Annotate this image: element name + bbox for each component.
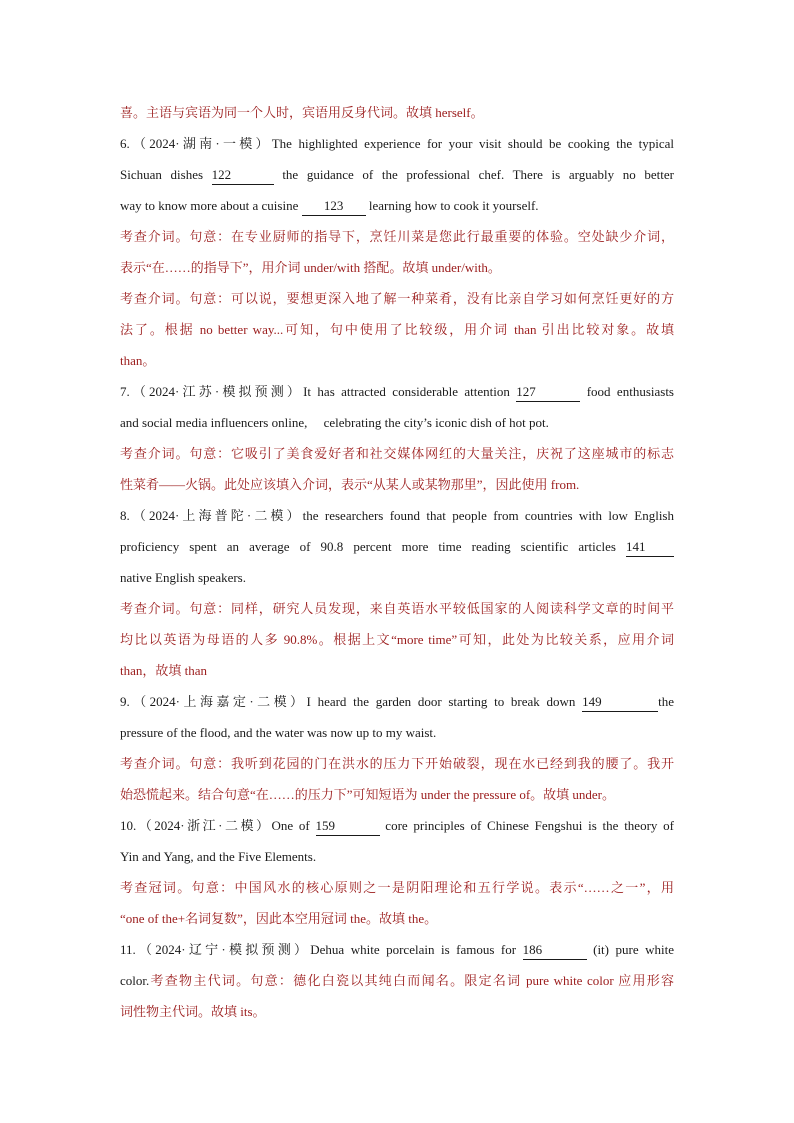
answer-blank-141[interactable]: 141 [626, 538, 674, 557]
explanation-11-text: 考查物主代词。句意：德化白瓷以其纯白而闻名。限定名词 pure white color 应用形容 [149, 973, 674, 988]
question-7-line-1: 7.（2024·江苏·模拟预测）It has attracted considerable attention 127 food enthusiasts [120, 376, 674, 407]
question-6-line-1: 6.（2024·湖南·一模）The highlighted experience for your visit should be cooking the typical [120, 136, 674, 151]
answer-blank-127[interactable]: 127 [516, 383, 580, 402]
explanation-10-line-2: “one of the+名词复数”，因此本空用冠词 the。故填 the。 [120, 911, 438, 926]
explanation-8-line-1: 考查介词。句意：同样，研究人员发现，来自英语水平较低国家的人阅读科学文章的时间平 [120, 601, 674, 616]
answer-blank-159[interactable]: 159 [316, 817, 380, 836]
explanation-6-a-line-1: 考查介词。句意：在专业厨师的指导下，烹饪川菜是您此行最重要的体验。空处缺少介词， [120, 229, 674, 244]
explanation-8-line-2: 均比以英语为母语的人多 90.8%。根据上文“more time”可知，此处为比较关系，应用介词 [120, 632, 674, 647]
answer-blank-123[interactable]: 123 [302, 197, 366, 216]
question-9-line-1: 9.（2024·上海嘉定·二模）I heard the garden door starting to break down 149 the [120, 686, 674, 717]
question-7-line-2: and social media influencers online, celebrating the city’s iconic dish of hot pot. [120, 415, 549, 430]
question-6-line-2: Sichuan dishes 122 the guidance of the professional chef. There is arguably no better [120, 159, 674, 190]
explanation-10-line-1: 考查冠词。句意：中国风水的核心原则之一是阴阳理论和五行学说。表示“……之一”，用 [120, 880, 674, 895]
explanation-9-line-1: 考查介词。句意：我听到花园的门在洪水的压力下开始破裂，现在水已经到我的腰了。我开 [120, 756, 674, 771]
question-10-line-2: Yin and Yang, and the Five Elements. [120, 849, 317, 864]
answer-blank-149[interactable]: 149 [582, 693, 658, 712]
answer-blank-186[interactable]: 186 [523, 941, 587, 960]
explanation-8-line-3: than，故填 than [120, 663, 208, 678]
explanation-6-b-line-3: than。 [120, 353, 156, 368]
explanation-6-a-line-2: 表示“在……的指导下”，用介词 under/with 搭配。故填 under/with。 [120, 260, 501, 275]
question-11-line-1: 11.（2024·辽宁·模拟预测）Dehua white porcelain is famous for 186 (it) pure white [120, 934, 674, 965]
explanation-9-line-2: 始恐慌起来。结合句意“在……的压力下”可知短语为 under the pressure of。故填 under。 [120, 787, 616, 802]
explanation-7-line-1: 考查介词。句意：它吸引了美食爱好者和社交媒体网红的大量关注，庆祝了这座城市的标志 [120, 446, 674, 461]
question-8-line-1: 8.（2024·上海普陀·二模）the researchers found that people from countries with low English [120, 508, 674, 523]
question-8-line-3: native English speakers. [120, 570, 246, 585]
explanation-7-line-2: 性菜肴——火锅。此处应该填入介词，表示“从某人或某物那里”，因此使用 from. [120, 477, 580, 492]
question-8-line-2: proficiency spent an average of 90.8 percent more time reading scientific articles 141 [120, 531, 674, 562]
answer-blank-122[interactable]: 122 [212, 166, 274, 185]
question-9-line-2: pressure of the flood, and the water was now up to my waist. [120, 725, 437, 740]
document-page [120, 97, 674, 1027]
explanation-11-line-2: 词性物主代词。故填 its。 [120, 1004, 266, 1019]
explanation-6-b-line-2: 法了。根据 no better way...可知，句中使用了比较级，用介词 than 引出比较对象。故填 [120, 322, 674, 337]
explanation-6-b-line-1: 考查介词。句意：可以说，要想更深入地了解一种菜肴，没有比亲自学习如何烹饪更好的方 [120, 291, 674, 306]
question-11-line-2: color.考查物主代词。句意：德化白瓷以其纯白而闻名。限定名词 pure white color 应用形容 [120, 973, 674, 988]
question-10-line-1: 10.（2024·浙江·二模）One of 159 core principles of Chinese Fengshui is the theory of [120, 810, 674, 841]
answer-line: 喜。主语与宾语为同一个人时，宾语用反身代词。故填 herself。 [120, 105, 484, 120]
question-6-line-3: way to know more about a cuisine 123 learning how to cook it yourself. [120, 190, 674, 221]
